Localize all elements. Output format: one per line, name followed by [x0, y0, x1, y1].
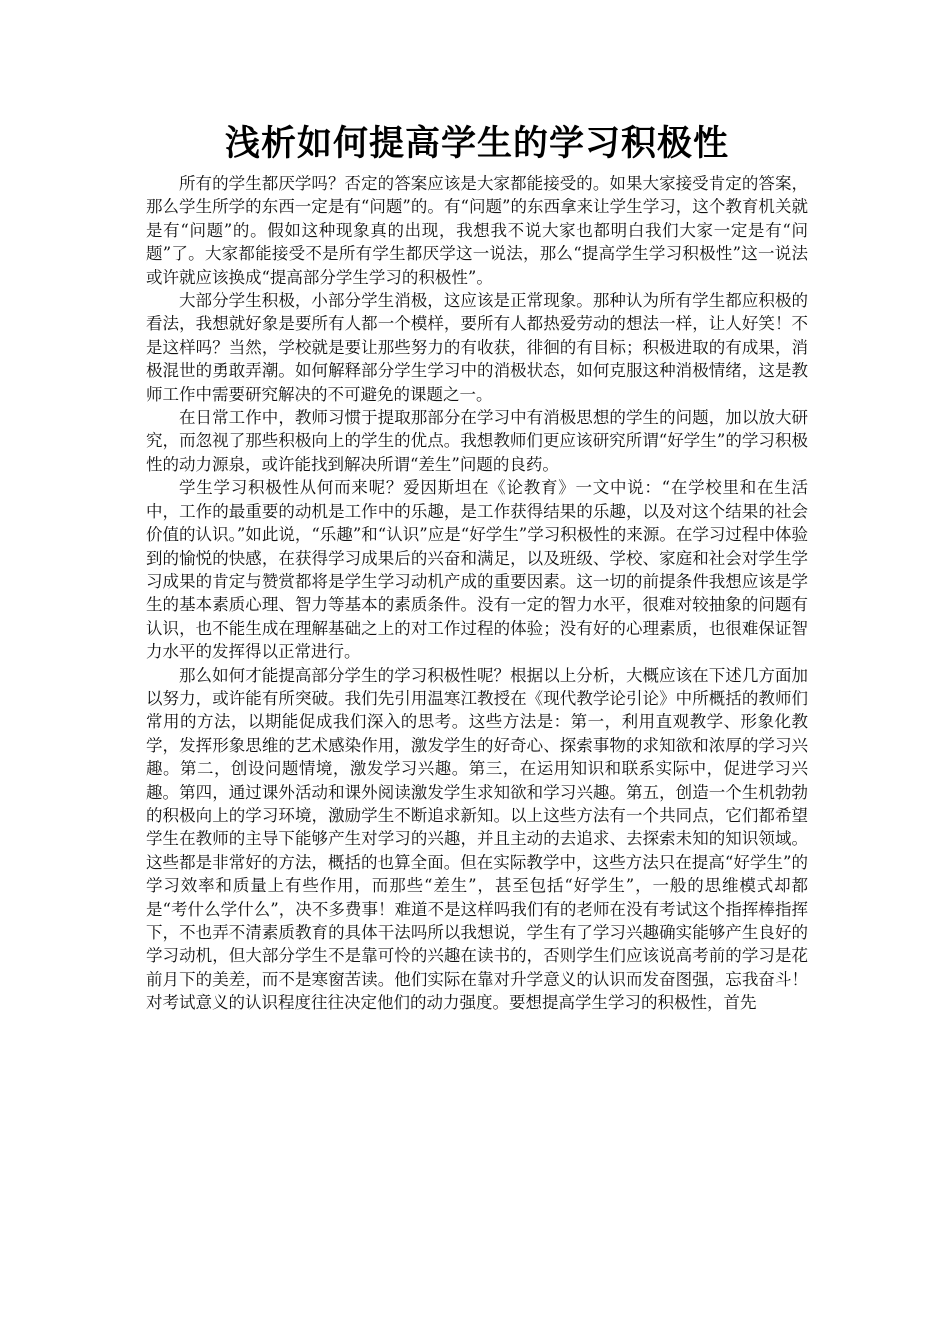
document-page [146, 120, 808, 1015]
paragraph-3: 在日常工作中，教师习惯于提取那部分在学习中有消极思想的学生的问题，加以放大研究，而忽视了那些积极向上的学生的优点。我想教师们更应该研究所谓“好学生”的学习积极性的动力源泉，或许能找到解决所谓“差生”问题的良药。 [146, 408, 808, 474]
paragraph-1: 所有的学生都厌学吗？否定的答案应该是大家都能接受的。如果大家接受肯定的答案，那么学生所学的东西一定是有“问题”的。有“问题”的东西拿来让学生学习，这个教育机关就是有“问题”的。假如这种现象真的出现，我想我不说大家也都明白我们大家一定是有“问题”了。大家都能接受不是所有学生都厌学这一说法，那么“提高学生学习积极性”这一说法或许就应该换成“提高部分学生学习的积极性”。 [146, 174, 808, 287]
paragraph-5: 那么如何才能提高部分学生的学习积极性呢？根据以上分析，大概应该在下述几方面加以努力，或许能有所突破。我们先引用温寒江教授在《现代教学论引论》中所概括的教师们常用的方法，以期能促成我们深入的思考。这些方法是：第一，利用直观教学、形象化教学，发挥形象思维的艺术感染作用，激发学生的好奇心、探索事物的求知欲和浓厚的学习兴趣。第二，创设问题情境，激发学习兴趣。第三，在运用知识和联系实际中，促进学习兴趣。第四，通过课外活动和课外阅读激发学生求知欲和学习兴趣。第五，创造一个生机勃勃的积极向上的学习环境，激励学生不断追求新知。以上这些方法有一个共同点，它们都希望学生在教师的主导下能够产生对学习的兴趣，并且主动的去追求、去探索未知的知识领域。这些都是非常好的方法，概括的也算全面。但在实际教学中，这些方法只在提高“好学生”的学习效率和质量上有些作用，而那些“差生”，甚至包括“好学生”，一般的思维模式却都是“考什么学什么”，决不多费事！难道不是这样吗我们有的老师在没有考试这个指挥棒指挥下，不也弄不清素质教育的具体干法吗所以我想说，学生有了学习兴趣确实能够产生良好的学习动机，但大部分学生不是靠可怜的兴趣在读书的，否则学生们应该说高考前的学习是花前月下的美差，而不是寒窗苦读。他们实际在靠对升学意义的认识而发奋图强，忘我奋斗！对考试意义的认识程度往往决定他们的动力强度。要想提高学生学习的积极性，首先 [146, 665, 808, 1013]
paragraph-4: 学生学习积极性从何而来呢？爱因斯坦在《论教育》一文中说：“在学校里和在生活中，工作的最重要的动机是工作中的乐趣，是工作获得结果的乐趣，以及对这个结果的社会价值的认识。”如此说，“乐趣”和“认识”应是“好学生”学习积极性的来源。在学习过程中体验到的愉悦的快感，在获得学习成果后的兴奋和满足，以及班级、学校、家庭和社会对学生学习成果的肯定与赞赏都将是学生学习动机产成的重要因素。这一切的前提条件我想应该是学生的基本素质心理、智力等基本的素质条件。没有一定的智力水平，很难对较抽象的问题有认识，也不能生成在理解基础之上的对工作过程的体验；没有好的心理素质，也很难保证智力水平的发挥得以正常进行。 [146, 478, 808, 662]
document-title: 浅析如何提高学生的学习积极性 [224, 123, 729, 164]
paragraph-2: 大部分学生积极，小部分学生消极，这应该是正常现象。那种认为所有学生都应积极的看法，我想就好象是要所有人都一个模样，要所有人都热爱劳动的想法一样，让人好笑！不是这样吗？当然，学校就是要让那些努力的有收获，徘徊的有目标；积极进取的有成果，消极混世的勇敢弄潮。如何解释部分学生学习中的消极状态，如何克服这种消极情绪，这是教师工作中需要研究解决的不可避免的课题之一。 [146, 291, 808, 404]
